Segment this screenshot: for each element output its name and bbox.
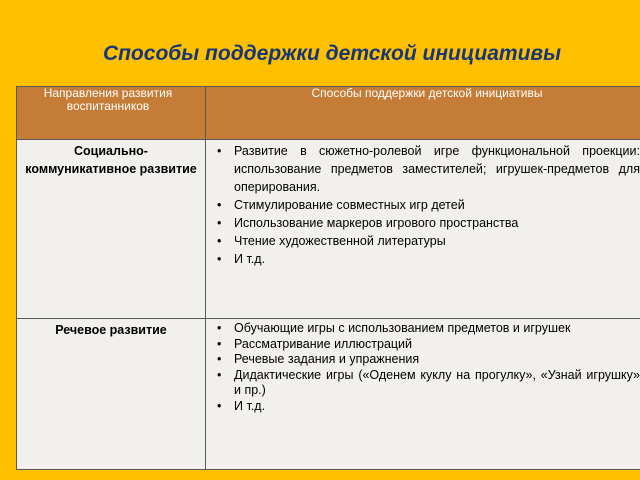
ways-cell-social <box>206 140 640 319</box>
list-item: • Использование маркеров игрового пространства <box>216 214 640 232</box>
support-methods-table <box>16 86 640 470</box>
header-ways: Способы поддержки детской инициативы <box>206 87 640 140</box>
slide-title: Способы поддержки детской инициативы <box>102 42 562 65</box>
table-row <box>17 140 640 319</box>
list-item: • Речевые задания и упражнения <box>216 352 640 368</box>
ways-list-speech <box>216 321 640 414</box>
list-item: • И т.д. <box>216 250 640 268</box>
list-item: • Стимулирование совместных игр детей <box>216 196 640 214</box>
direction-social-communicative: Социально-коммуникативное развитие <box>17 140 206 319</box>
list-item: • Рассматривание иллюстраций <box>216 337 640 353</box>
ways-cell-speech <box>206 319 640 470</box>
direction-speech: Речевое развитие <box>17 319 206 470</box>
list-item: • Обучающие игры с использованием предметов и игрушек <box>216 321 640 337</box>
table-header-row <box>17 87 640 140</box>
list-item: • Чтение художественной литературы <box>216 232 640 250</box>
ways-list-social <box>216 142 640 268</box>
header-directions: Направления развития воспитанников <box>17 87 206 140</box>
table-row <box>17 319 640 470</box>
list-item: • Развитие в сюжетно-ролевой игре функциональной проекции: использование предметов заместителей; игрушек-предметов для оперирования. <box>216 142 640 196</box>
list-item: • И т.д. <box>216 399 640 415</box>
list-item: • Дидактические игры («Оденем куклу на прогулку», «Узнай игрушку» и пр.) <box>216 368 640 399</box>
